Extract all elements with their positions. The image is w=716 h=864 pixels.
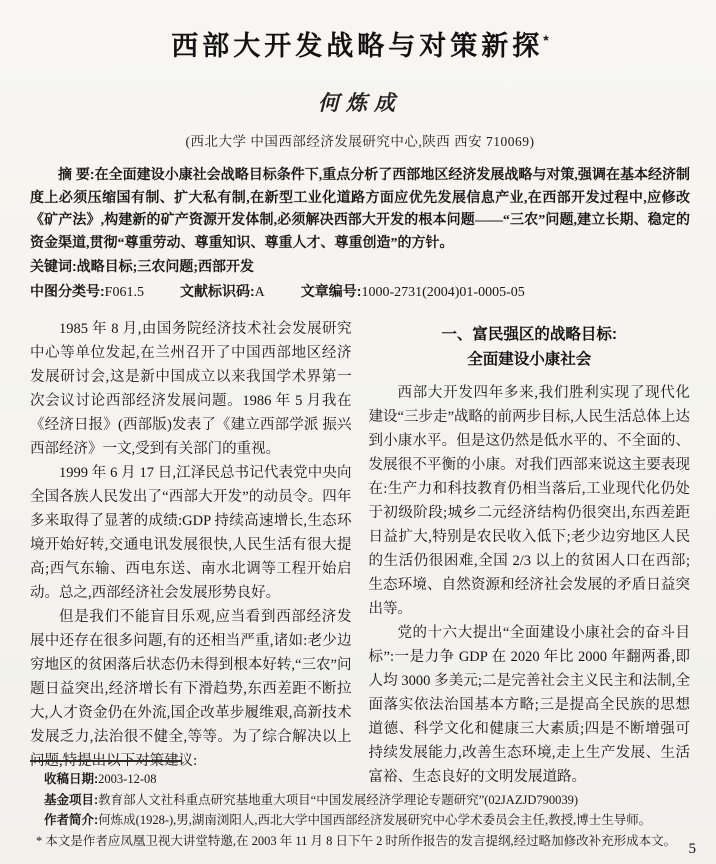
fund-project-label: 基金项目: <box>44 792 99 807</box>
author-signature: 何炼成 <box>318 90 402 115</box>
article-id-label: 文章编号: <box>300 282 362 299</box>
fund-project-value: 教育部人文社科重点研究基地重大项目“中国发展经济学理论专题研究”(02JAZJD790039) <box>98 792 579 807</box>
author-bio-label: 作者简介: <box>44 813 99 827</box>
abstract-text: 在全面建设小康社会战略目标条件下,重点分析了西部地区经济发展战略与对策,强调在基本经济制度上必须压缩国有制、扩大私有制,在新型工业化道路方面应优先发展信息产业,在西部开发过程中,应修改《矿产法》,构建新的矿产资源开发体制,必须解决西部大开发的根本问题——“三农”问题,建立长期、稳定的资金渠道,贯彻“尊重劳动、尊重知识、尊重人才、尊重创造”的方针。 <box>30 168 690 251</box>
received-date-label: 收稿日期: <box>44 772 99 786</box>
author-bio-value: 何炼成(1928-),男,湖南浏阳人,西北大学中国西部经济发展研究中心学术委员会主任,教授,博士生导师。 <box>98 813 652 827</box>
clc-label: 中图分类号: <box>30 282 105 299</box>
body-paragraph: 1999 年 6 月 17 日,江泽民总书记代表党中央向全国各族人民发出了“西部大开发”的动员令。四年多来取得了显著的成绩:GDP 持续高速增长,生态环境开始好转,交通电讯发展很快,人民生活有很大提高;西气东输、西电东送、南水北调等工程开始启动。总之,西部经济社会发展形势良好。 <box>30 465 352 601</box>
received-date-line <box>30 769 692 790</box>
page-title <box>30 24 690 63</box>
article-id-value: 1000-2731(2004)01-0005-05 <box>361 284 525 300</box>
footnote-block <box>30 760 692 851</box>
doc-code-label: 文献标识码: <box>179 282 255 299</box>
title-text: 西部大开发战略与对策新探 <box>171 31 544 61</box>
received-date-value: 2003-12-08 <box>98 772 157 786</box>
section-heading-line1: 一、富民强区的战略目标: <box>441 326 618 343</box>
keywords-text: 战略目标;三农问题;西部开发 <box>76 260 254 275</box>
keywords-label: 关键词: <box>30 258 77 274</box>
classification-line <box>30 280 690 305</box>
left-column <box>30 317 352 789</box>
doc-code-value: A <box>254 284 265 300</box>
clc-value: F061.5 <box>104 284 144 300</box>
page-number: 5 <box>688 841 696 857</box>
footnotes <box>30 769 692 851</box>
body-paragraph: 但是我们不能盲目乐观,应当看到西部经济发展中还存在很多问题,有的还相当严重,诸如:老少边穷地区的贫困落后状态仍未得到根本好转,“三农”问题日益突出,经济增长有下滑趋势,东西差距不断拉大,人才资金仍在外流,国企改革步履维艰,高新技术发展乏力,法治很不健全,等等。为了综合解决以上问题,特提出以下对策建议: <box>30 609 352 769</box>
star-footnote: * 本文是作者应凤凰卫视大讲堂特邀,在 2003 年 11 月 8 日下午 2 时所作报告的发言提纲,经过略加修改补充形成本文。 <box>36 833 677 848</box>
abstract-label: 摘 要: <box>58 166 95 182</box>
abstract-block <box>30 163 690 255</box>
keywords-line <box>30 255 690 280</box>
body-paragraph: 1985 年 8 月,由国务院经济技术社会发展研究中心等单位发起,在兰州召开了中国西部地区经济发展研讨会,这是新中国成立以来我国学术界第一次会议讨论西部经济发展问题。1986 年 5 月我在《经济日报》(西部版)发表了《建立西部学派 振兴西部经济》一文,受到有关部门的重视。 <box>30 321 352 457</box>
title-asterisk: * <box>543 32 549 48</box>
fund-project-line <box>30 790 692 811</box>
section-heading <box>369 322 691 372</box>
footnote-divider <box>30 760 182 762</box>
body-paragraph: 党的十六大提出“全面建设小康社会的奋斗目标”:一是力争 GDP 在 2020 年比 2000 年翻两番,即人均 3000 多美元;二是完善社会主义民主和法制,全面落实依法治国基本方略;三是提高全民族的思想道德、科学文化和健康三大素质;四是不断增强可持续发展能力,改善生态环境,走上生产发展、生活富裕、生态良好的文明发展道路。 <box>368 625 690 785</box>
right-column <box>369 317 691 789</box>
section-heading-line2: 全面建设小康社会 <box>467 351 592 368</box>
author-bio-line <box>30 810 692 831</box>
two-column-body <box>30 317 690 789</box>
affiliation: (西北大学 中国西部经济发展研究中心,陕西 西安 710069) <box>185 134 535 149</box>
body-paragraph: 西部大开发四年多来,我们胜利实现了现代化建设“三步走”战略的前两步目标,人民生活总体上达到小康水平。但是这仍然是低水平的、不全面的、发展很不平衡的小康。对我们西部来说这主要表现在:生产力和科技教育仍相当落后,工业现代化仍处于初级阶段;城乡二元经济结构仍很突出,东西差距日益扩大,特别是农民收入低下;老少边穷地区人民的生活仍很困难,全国 2/3 以上的贫困人口在西部;生态环境、自然资源和经济社会发展的矛盾日益突出等。 <box>368 385 690 617</box>
